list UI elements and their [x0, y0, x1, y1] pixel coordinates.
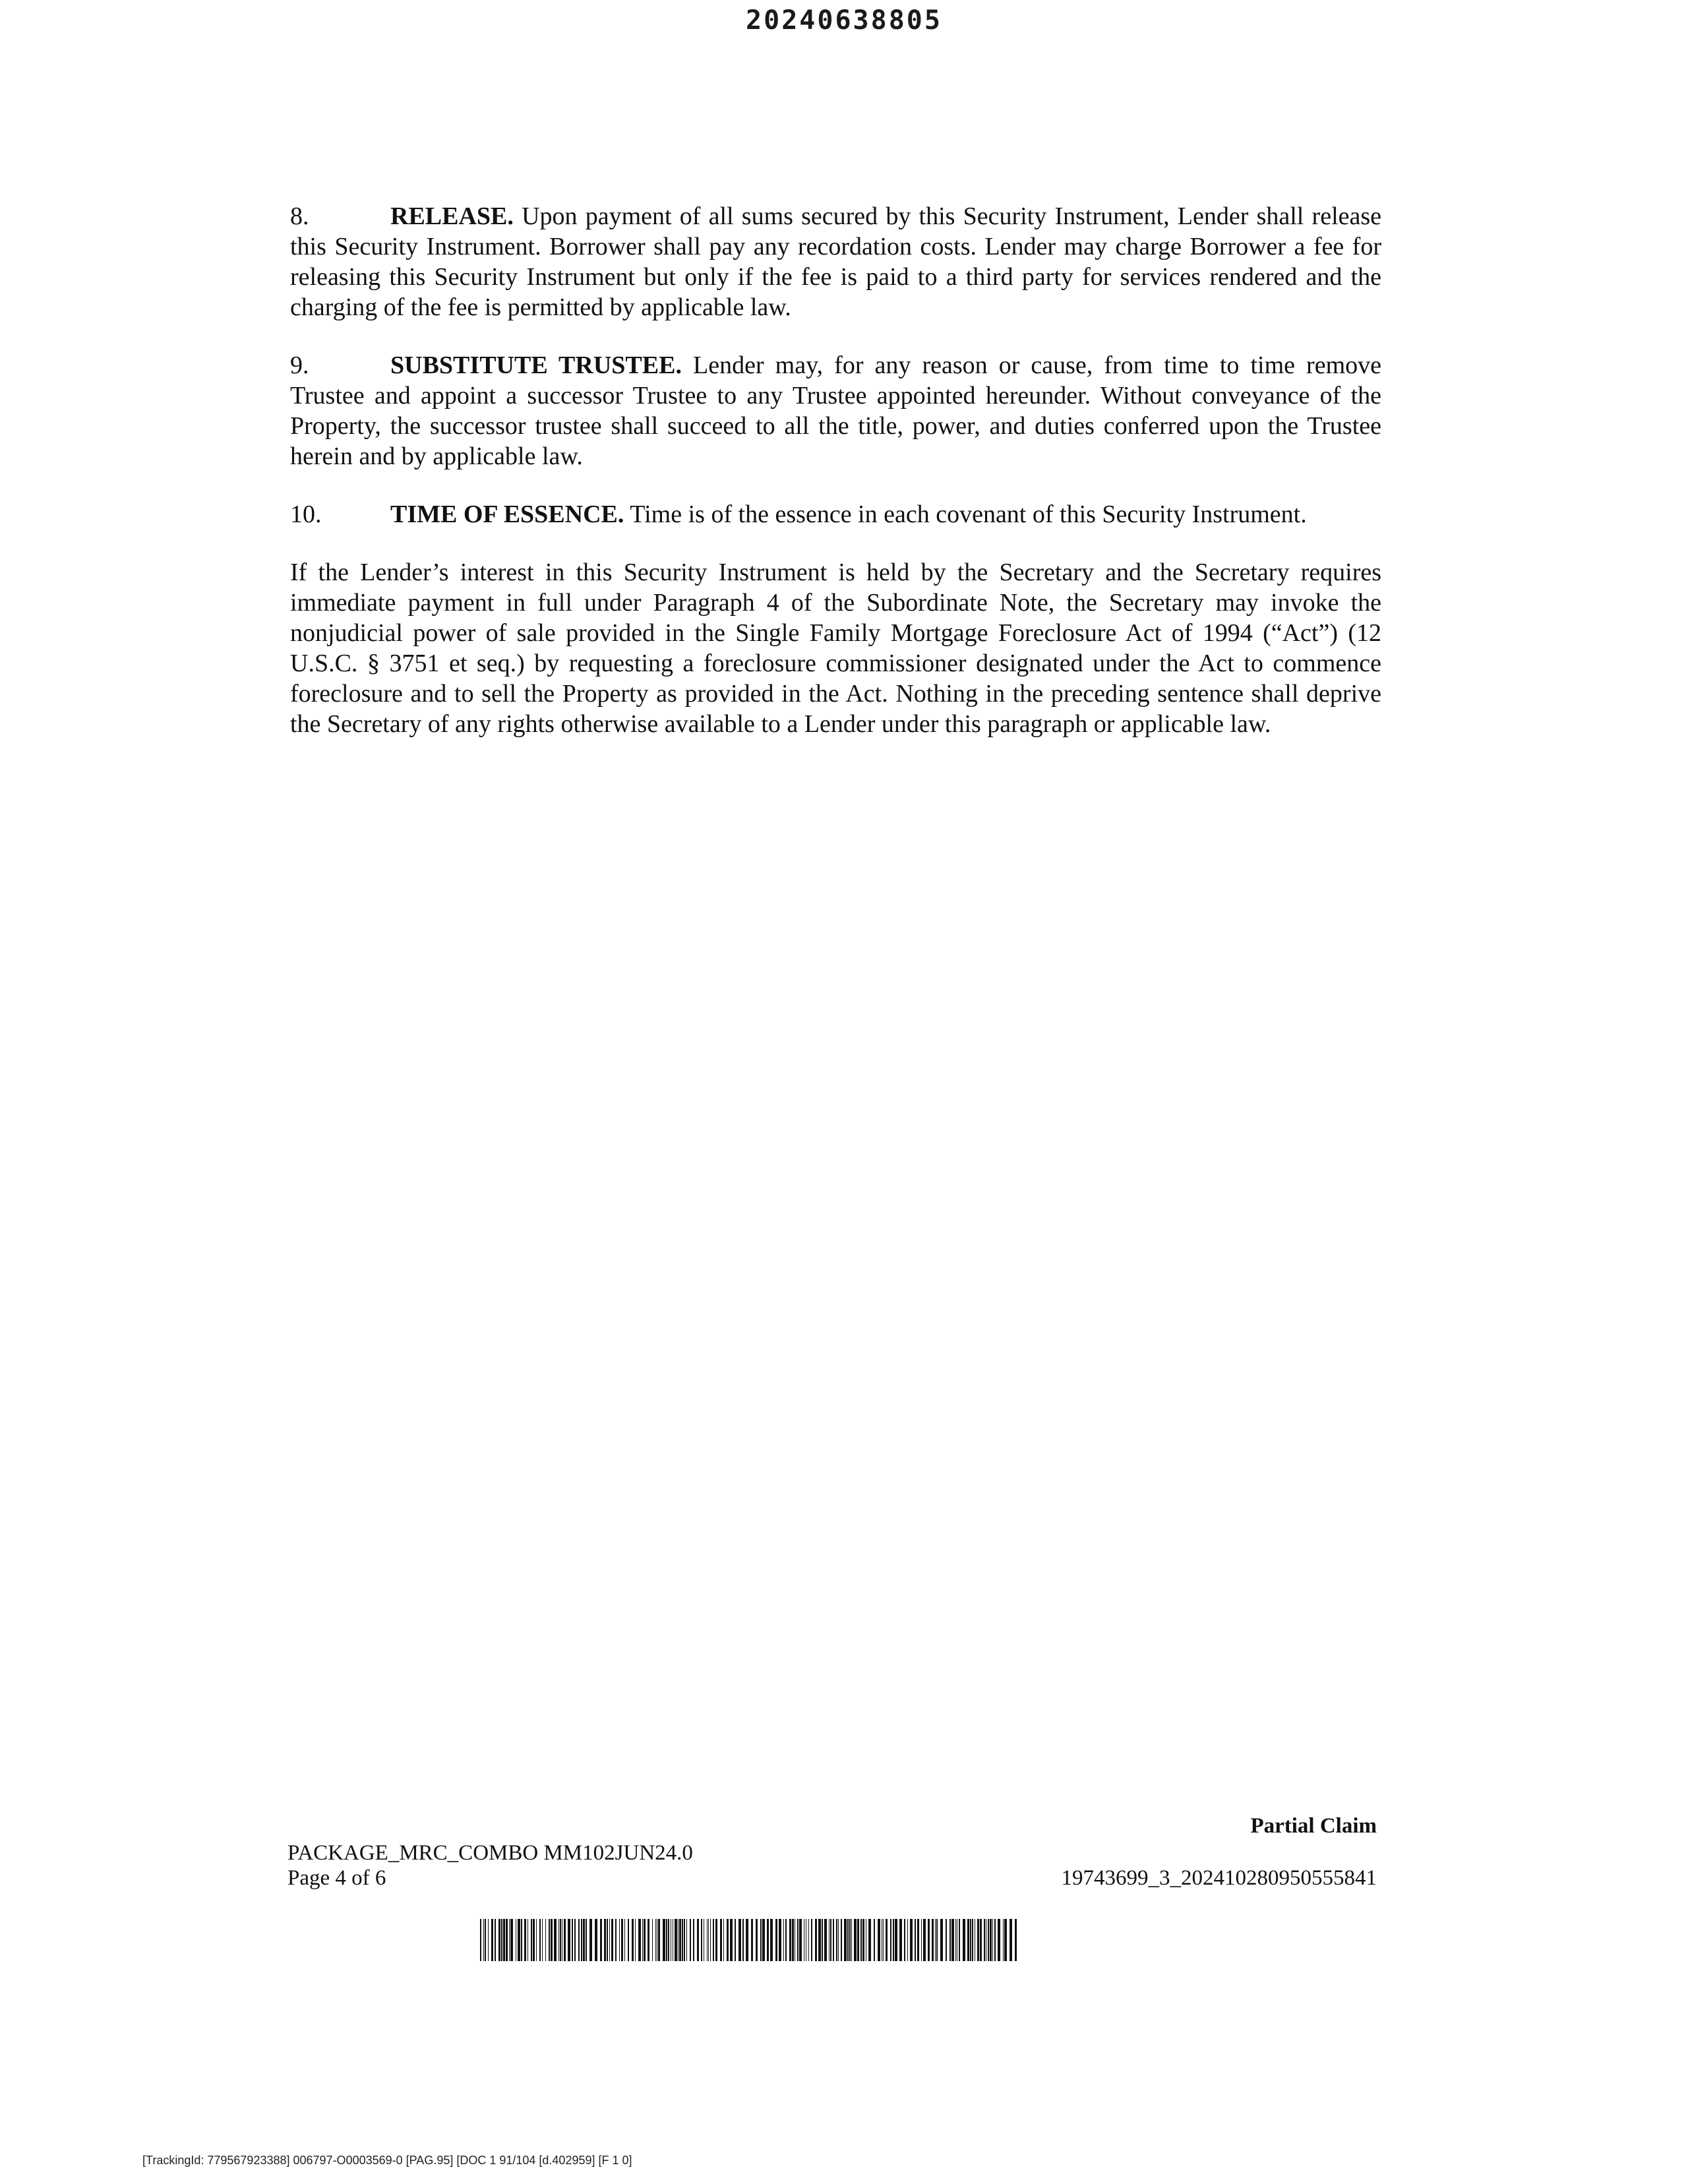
paragraph-release	[290, 201, 1381, 322]
document-number: 20240638805	[746, 5, 942, 36]
paragraph-text: Time is of the essence in each covenant of this Security Instrument.	[630, 501, 1307, 528]
document-id: 19743699_3_202410280950555841	[1061, 1866, 1377, 1890]
tracking-line: [TrackingId: 779567923388] 006797-O0003569-0 [PAG.95] [DOC 1 91/104 [d.402959] [F 1 0]	[142, 2154, 632, 2167]
paragraph-heading: TIME OF ESSENCE.	[390, 501, 624, 528]
paragraph-number: 8.	[290, 202, 309, 230]
paragraph-text: Upon payment of all sums secured by this Security Instrument, Lender shall release this Security Instrument. Borrower shall pay any recordation costs. Lender may charge Borrower a fee for releasing this Security Instrument but only if the fee is paid to a third party for services rendered and the charging of the fee is permitted by applicable law.	[290, 202, 1382, 321]
paragraph-substitute-trustee	[290, 350, 1381, 471]
document-type: Partial Claim	[1250, 1814, 1377, 1838]
paragraph-text: Lender may, for any reason or cause, from time to time remove Trustee and appoint a successor Trustee to any Trustee appointed hereunder. Without conveyance of the Property, the successor trustee shall succeed to all the title, power, and duties conferred upon the Trustee herein and by applicable law.	[290, 351, 1382, 470]
document-body	[290, 201, 1381, 767]
barcode	[480, 1919, 1019, 1961]
paragraph-secretary-power-of-sale: If the Lender’s interest in this Security Instrument is held by the Secretary and the Secretary requires immediate payment in full under Paragraph 4 of the Subordinate Note, the Secretary may invoke the nonjudicial power of sale provided in the Single Family Mortgage Foreclosure Act of 1994 (“Act”) (12 U.S.C. § 3751 et seq.) by requesting a foreclosure commissioner designated under the Act to commence foreclosure and to sell the Property as provided in the Act. Nothing in the preceding sentence shall deprive the Secretary of any rights otherwise available to a Lender under this paragraph or applicable law.	[290, 559, 1381, 738]
paragraph-number: 10.	[290, 501, 322, 528]
page-number: Page 4 of 6	[287, 1866, 386, 1890]
package-code: PACKAGE_MRC_COMBO MM102JUN24.0	[287, 1841, 693, 1865]
paragraph-time-of-essence	[290, 499, 1381, 530]
paragraph-heading: RELEASE.	[390, 202, 514, 230]
footer-left	[287, 1840, 693, 1891]
paragraph-number: 9.	[290, 351, 309, 379]
paragraph-heading: SUBSTITUTE TRUSTEE.	[390, 351, 682, 379]
